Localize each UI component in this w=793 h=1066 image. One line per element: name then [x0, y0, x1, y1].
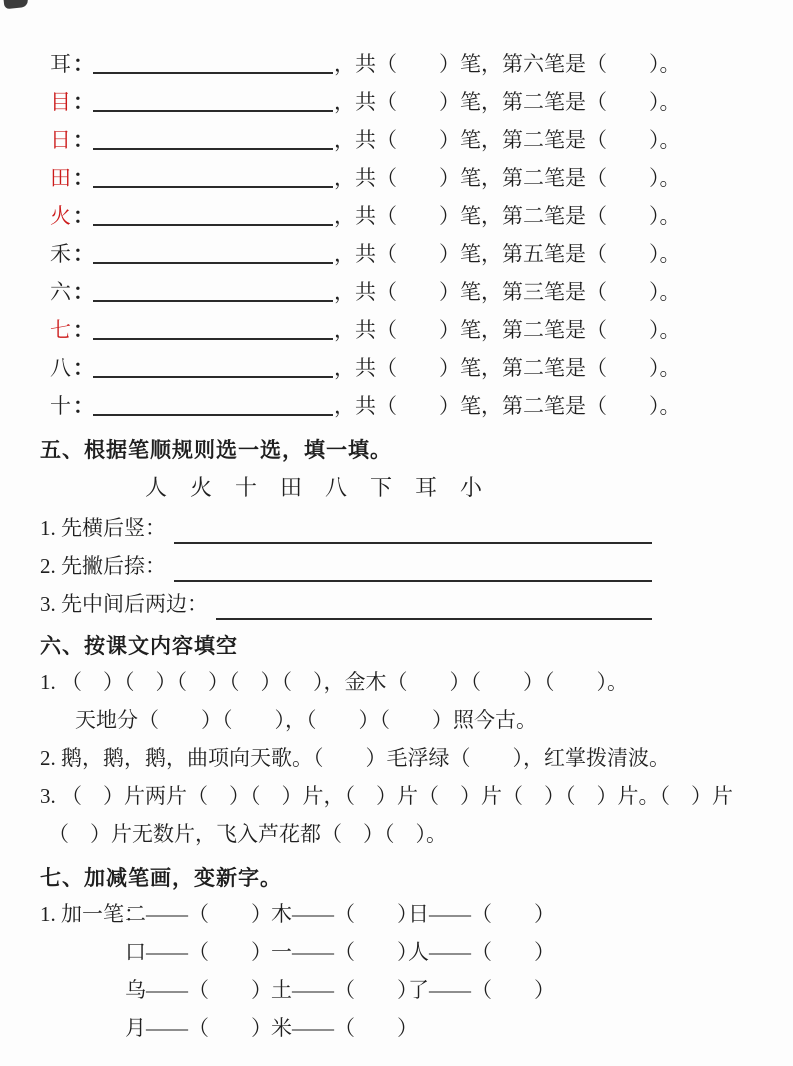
colon: ：: [73, 90, 94, 114]
answer-blank-line: [93, 316, 333, 340]
rule-label: 2. 先撇后捺：: [40, 554, 166, 578]
character-bank: [0, 466, 793, 506]
colon: ：: [73, 204, 94, 228]
rule-fill-item: [0, 582, 793, 620]
target-character: 六: [50, 280, 71, 304]
target-character: 目: [50, 90, 71, 114]
rule-label: 1. 先横后竖：: [40, 516, 166, 540]
colon: ：: [73, 128, 94, 152]
add-stroke-cell: 二——（ ）: [125, 902, 272, 926]
section-6: [0, 628, 793, 852]
colon: ：: [73, 280, 94, 304]
colon: ：: [73, 166, 94, 190]
cloze-line: 1. （ ）（ ）（ ）（ ）（ ），金木（ ）（ ）（ ）。: [40, 670, 628, 694]
stroke-question-text: ，共（ ）笔，第二笔是（ ）。: [334, 166, 681, 190]
rule-label: 3. 先中间后两边：: [40, 592, 208, 616]
answer-blank-line: [93, 88, 333, 112]
add-stroke-cell: 人——（ ）: [408, 940, 555, 964]
bank-character: 十: [235, 474, 258, 500]
colon: ：: [73, 242, 94, 266]
stroke-row: [0, 120, 793, 158]
bank-character: 田: [280, 474, 303, 500]
answer-blank-line: [93, 240, 333, 264]
colon: ：: [73, 356, 94, 380]
stroke-row: [0, 82, 793, 120]
section-6-title: 六、按课文内容填空: [40, 635, 238, 658]
bank-character: 下: [370, 474, 393, 500]
answer-blank-line: [93, 202, 333, 226]
bank-character: 人: [145, 474, 168, 500]
answer-blank-line: [174, 518, 652, 544]
answer-blank-line: [93, 392, 333, 416]
stroke-question-text: ，共（ ）笔，第六笔是（ ）。: [334, 52, 681, 76]
target-character: 八: [50, 356, 71, 380]
stroke-row: [0, 348, 793, 386]
bank-character: 小: [460, 474, 483, 500]
stroke-question-text: ，共（ ）笔，第二笔是（ ）。: [334, 318, 681, 342]
answer-blank-line: [216, 594, 652, 620]
target-character: 耳: [50, 52, 71, 76]
stroke-question-text: ，共（ ）笔，第五笔是（ ）。: [334, 242, 681, 266]
target-character: 日: [50, 128, 71, 152]
answer-blank-line: [93, 164, 333, 188]
add-stroke-row: [0, 932, 793, 970]
stroke-row: [0, 196, 793, 234]
scan-smudge-artifact: [4, 0, 29, 9]
colon: ：: [73, 318, 94, 342]
rule-fill-item: [0, 544, 793, 582]
section-7-title: 七、加减笔画，变新字。: [40, 867, 282, 890]
target-character: 七: [50, 318, 71, 342]
stroke-question-text: ，共（ ）笔，第三笔是（ ）。: [334, 280, 681, 304]
stroke-row: [0, 44, 793, 82]
stroke-count-section: [0, 44, 793, 424]
answer-blank-line: [93, 50, 333, 74]
stroke-row: [0, 158, 793, 196]
cloze-line: （ ）片无数片，飞入芦花都（ ）（ ）。: [48, 822, 447, 846]
add-stroke-cell: 一——（ ）: [271, 940, 418, 964]
add-stroke-cell: 米——（ ）: [271, 1016, 418, 1040]
add-stroke-cell: 日——（ ）: [408, 902, 555, 926]
answer-blank-line: [93, 126, 333, 150]
stroke-question-text: ，共（ ）笔，第二笔是（ ）。: [334, 128, 681, 152]
stroke-row: [0, 386, 793, 424]
stroke-question-text: ，共（ ）笔，第二笔是（ ）。: [334, 204, 681, 228]
section-5-title: 五、根据笔顺规则选一选，填一填。: [40, 439, 392, 462]
add-stroke-cell: 土——（ ）: [271, 978, 418, 1002]
add-stroke-cell: 乌——（ ）: [125, 978, 272, 1002]
target-character: 田: [50, 166, 71, 190]
colon: ：: [73, 52, 94, 76]
bank-character: 耳: [415, 474, 438, 500]
add-stroke-row: [0, 1008, 793, 1046]
answer-blank-line: [174, 556, 652, 582]
cloze-line: 天地分（ ）（ ），（ ）（ ）照今古。: [75, 708, 537, 732]
stroke-row: [0, 234, 793, 272]
stroke-row: [0, 272, 793, 310]
bank-character: 八: [325, 474, 348, 500]
cloze-line: 2. 鹅，鹅，鹅，曲项向天歌。（ ）毛浮绿（ ），红掌拨清波。: [40, 746, 670, 770]
target-character: 十: [50, 394, 71, 418]
add-stroke-row: [0, 970, 793, 1008]
answer-blank-line: [93, 278, 333, 302]
add-stroke-cell: 了——（ ）: [408, 978, 555, 1002]
bank-character: 火: [190, 474, 213, 500]
stroke-question-text: ，共（ ）笔，第二笔是（ ）。: [334, 394, 681, 418]
section-7: [0, 860, 793, 1046]
stroke-question-text: ，共（ ）笔，第二笔是（ ）。: [334, 90, 681, 114]
add-stroke-cell: 月——（ ）: [125, 1016, 272, 1040]
rule-fill-item: [0, 506, 793, 544]
add-stroke-row: [0, 894, 793, 932]
target-character: 火: [50, 204, 71, 228]
target-character: 禾: [50, 242, 71, 266]
answer-blank-line: [93, 354, 333, 378]
add-stroke-label: 1. 加一笔：: [40, 902, 145, 926]
stroke-row: [0, 310, 793, 348]
colon: ：: [73, 394, 94, 418]
add-stroke-cell: 口——（ ）: [125, 940, 272, 964]
section-5: [0, 432, 793, 620]
cloze-line: 3. （ ）片两片（ ）（ ）片，（ ）片（ ）片（ ）（ ）片。（ ）片: [40, 784, 733, 808]
add-stroke-cell: 木——（ ）: [271, 902, 418, 926]
stroke-question-text: ，共（ ）笔，第二笔是（ ）。: [334, 356, 681, 380]
